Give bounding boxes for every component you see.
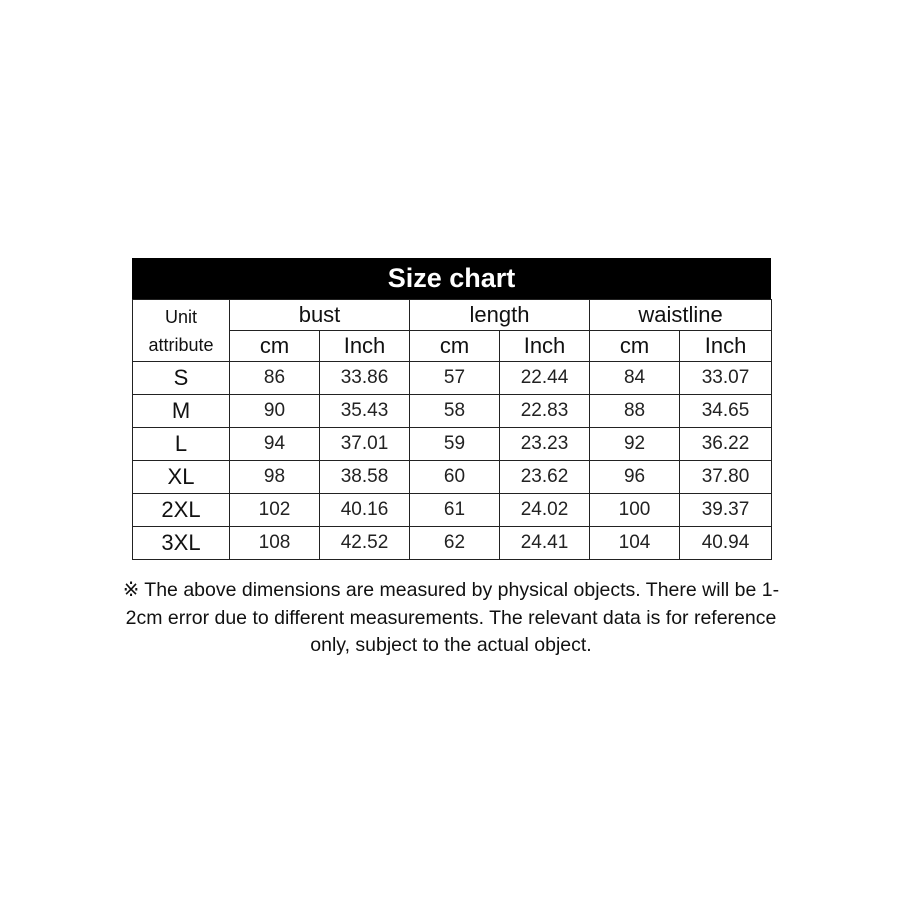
table-cell: 96 — [590, 461, 680, 494]
table-row — [133, 527, 772, 560]
table-cell: 23.23 — [500, 428, 590, 461]
table-cell: 94 — [230, 428, 320, 461]
table-row — [133, 362, 772, 395]
table-cell: 40.16 — [320, 494, 410, 527]
table-cell: 33.86 — [320, 362, 410, 395]
table-cell: 102 — [230, 494, 320, 527]
table-cell: 92 — [590, 428, 680, 461]
table-cell: 24.02 — [500, 494, 590, 527]
table-cell: 58 — [410, 395, 500, 428]
size-label: M — [133, 395, 230, 428]
table-cell: 104 — [590, 527, 680, 560]
table-cell: 42.52 — [320, 527, 410, 560]
table-cell: 40.94 — [680, 527, 772, 560]
length-header: length — [410, 300, 590, 331]
table-cell: 22.44 — [500, 362, 590, 395]
table-cell: 22.83 — [500, 395, 590, 428]
table-cell: 34.65 — [680, 395, 772, 428]
unit-header: Inch — [320, 331, 410, 362]
unit-header: cm — [410, 331, 500, 362]
unit-header: Inch — [500, 331, 590, 362]
unit-header: cm — [590, 331, 680, 362]
table-cell: 61 — [410, 494, 500, 527]
table-cell: 33.07 — [680, 362, 772, 395]
chart-title: Size chart — [132, 258, 771, 299]
table-cell: 62 — [410, 527, 500, 560]
size-label: 2XL — [133, 494, 230, 527]
table-cell: 37.01 — [320, 428, 410, 461]
size-label: L — [133, 428, 230, 461]
table-cell: 38.58 — [320, 461, 410, 494]
table-row — [133, 494, 772, 527]
table-cell: 23.62 — [500, 461, 590, 494]
table-cell: 59 — [410, 428, 500, 461]
measurement-note: ※ The above dimensions are measured by physical objects. There will be 1-2cm error due to different measurements. The relevant data is for reference only, subject to the actual object. — [122, 579, 780, 656]
table-cell: 88 — [590, 395, 680, 428]
table-cell: 35.43 — [320, 395, 410, 428]
unit-header: cm — [230, 331, 320, 362]
table-cell: 108 — [230, 527, 320, 560]
table-cell: 86 — [230, 362, 320, 395]
table-cell: 60 — [410, 461, 500, 494]
unit-attribute-header: Unit attribute — [133, 300, 230, 362]
table-row — [133, 395, 772, 428]
header-row-groups — [133, 300, 772, 331]
table-cell: 37.80 — [680, 461, 772, 494]
table-cell: 36.22 — [680, 428, 772, 461]
size-chart — [132, 258, 771, 560]
table-cell: 24.41 — [500, 527, 590, 560]
bust-header: bust — [230, 300, 410, 331]
table-cell: 57 — [410, 362, 500, 395]
table-row — [133, 461, 772, 494]
size-table — [132, 299, 772, 560]
table-row — [133, 428, 772, 461]
size-label: XL — [133, 461, 230, 494]
table-cell: 98 — [230, 461, 320, 494]
table-cell: 100 — [590, 494, 680, 527]
table-cell: 90 — [230, 395, 320, 428]
table-cell: 39.37 — [680, 494, 772, 527]
unit-header: Inch — [680, 331, 772, 362]
size-label: S — [133, 362, 230, 395]
size-label: 3XL — [133, 527, 230, 560]
table-cell: 84 — [590, 362, 680, 395]
waistline-header: waistline — [590, 300, 772, 331]
